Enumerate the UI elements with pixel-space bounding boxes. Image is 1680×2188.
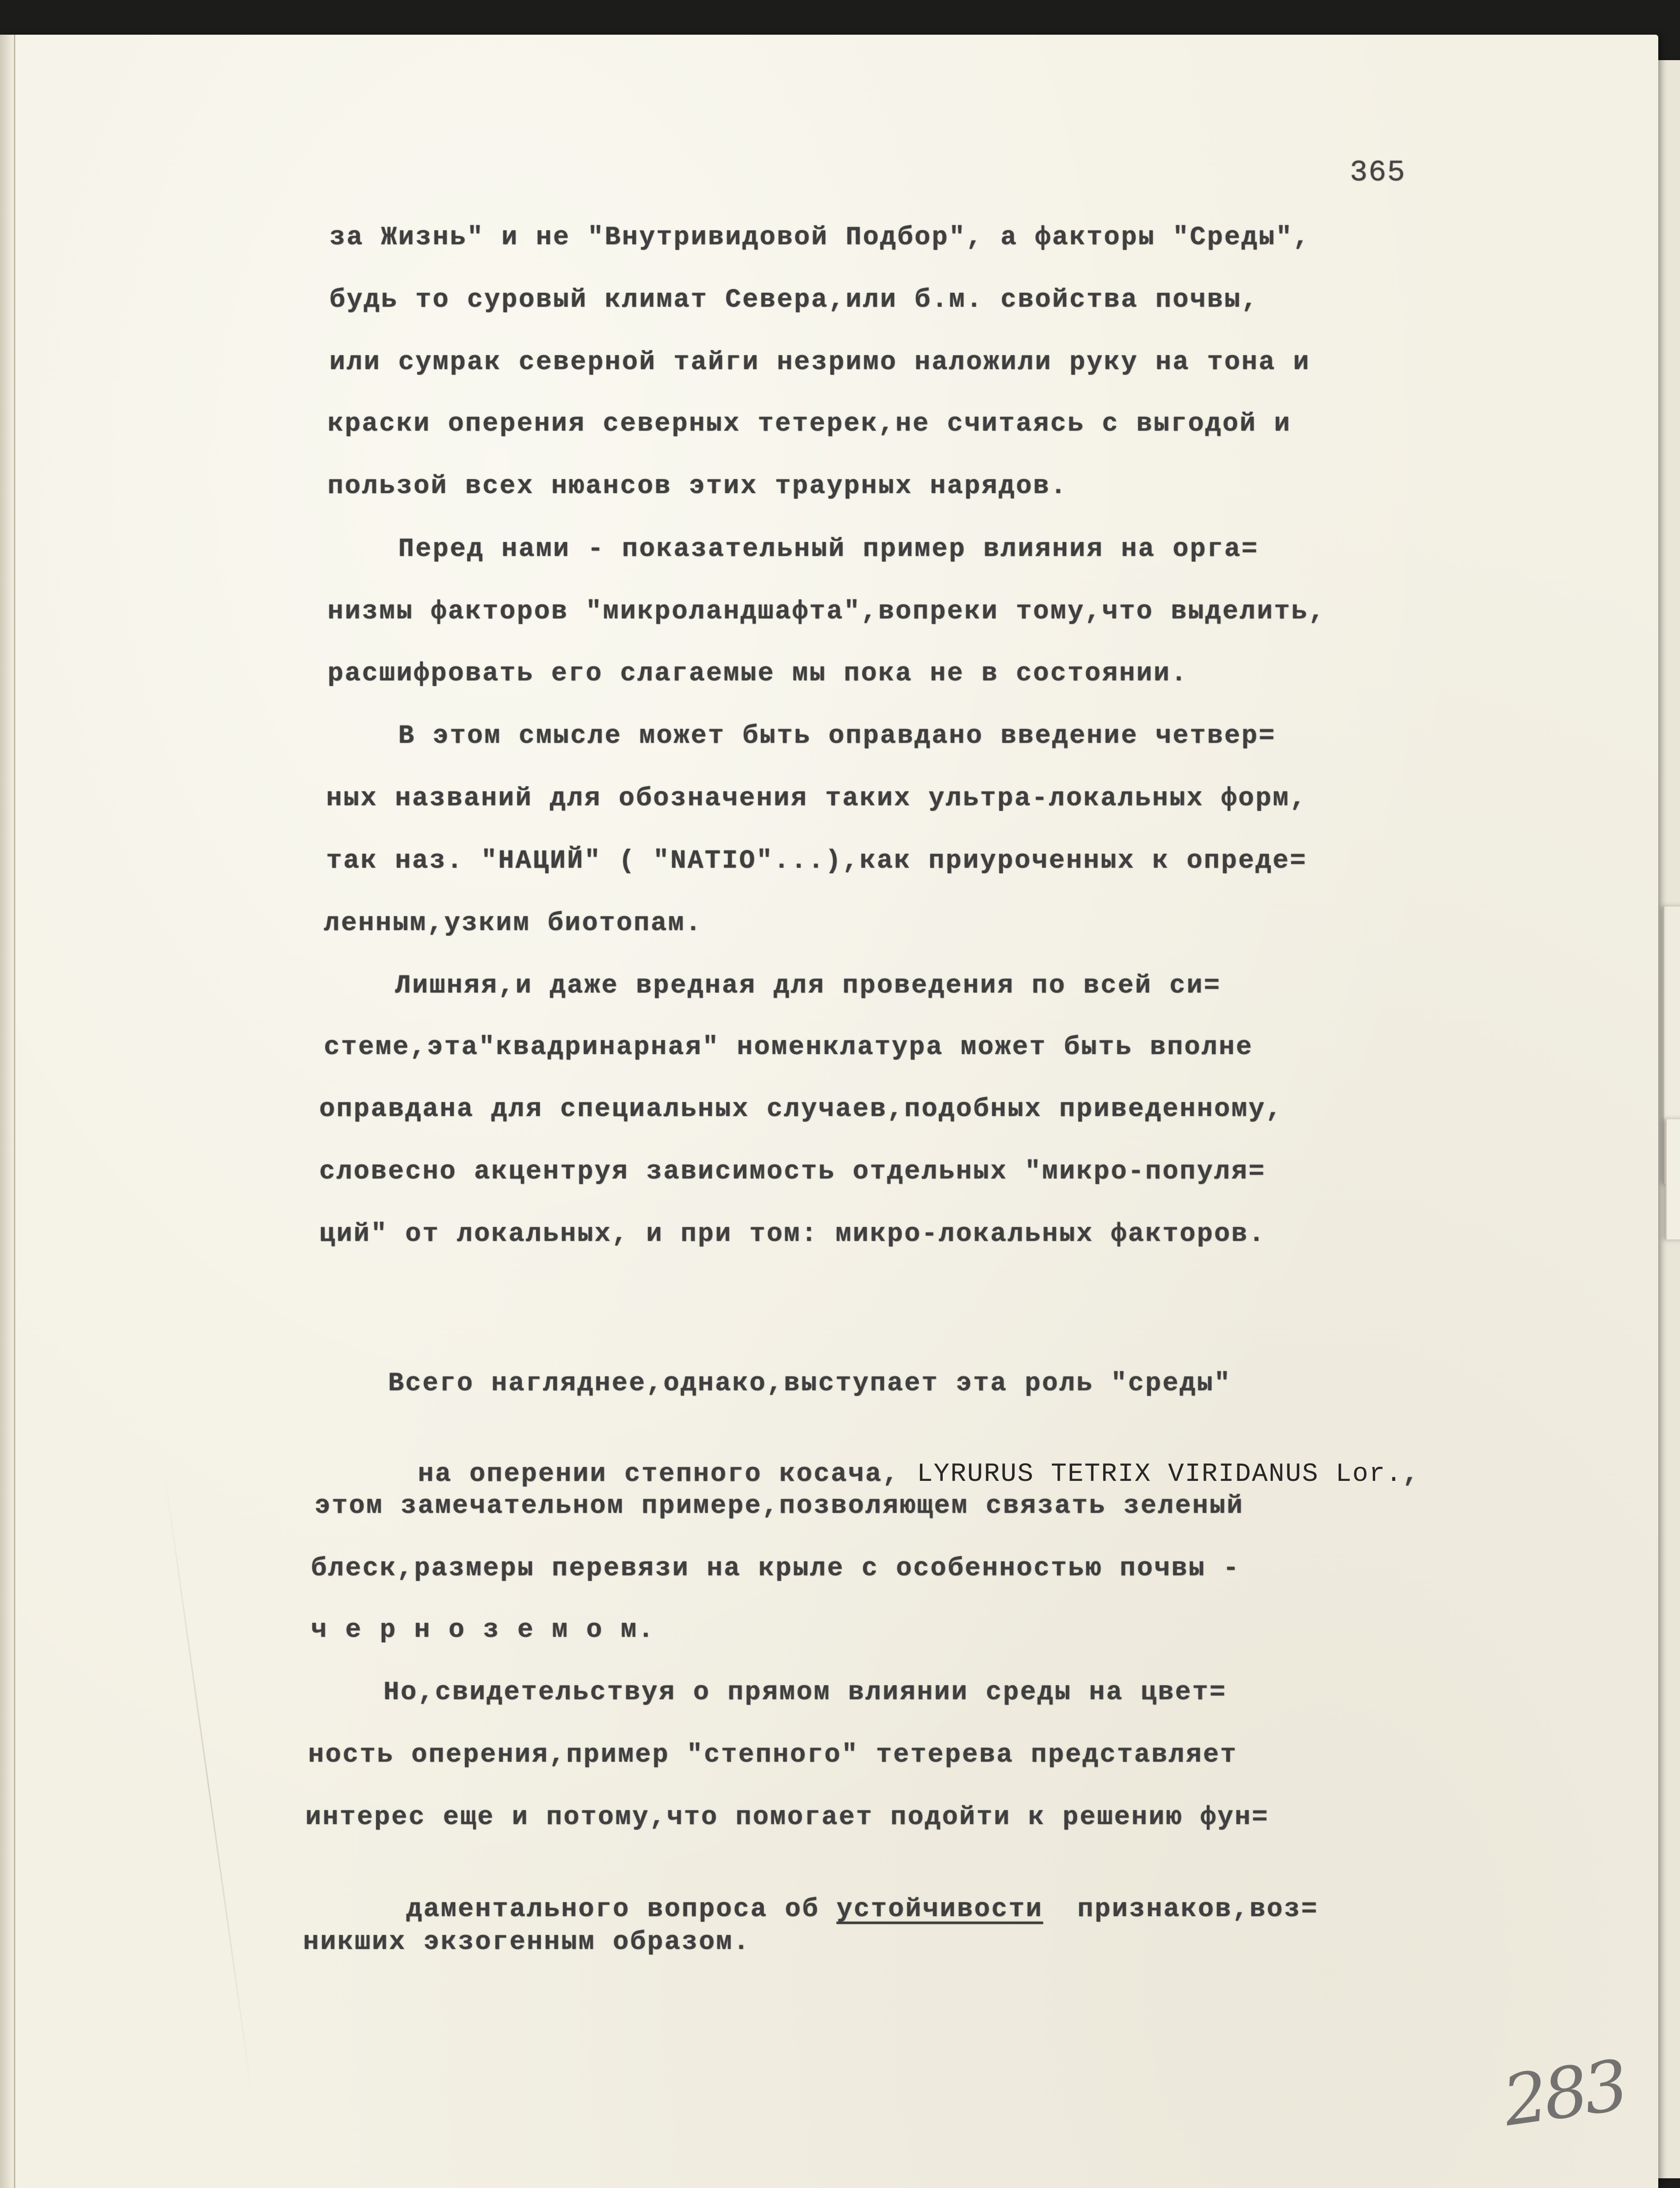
text-segment: , [1402, 1460, 1420, 1489]
page-number: 365 [1350, 156, 1406, 190]
text-line: Всего нагляднее,однако,выступает эта роль "среды" [319, 1369, 1231, 1399]
text-line: или сумрак северной тайги незримо наложили руку на тона и [329, 348, 1310, 377]
text-line: ных названий для обозначения таких ультра-локальных форм, [326, 784, 1307, 814]
text-line: низмы факторов "микроландшафта",вопреки тому,что выделить, [327, 597, 1326, 627]
paper-crease [162, 1459, 253, 2101]
text-line: никших экзогенным образом. [303, 1928, 751, 1957]
text-line: краски оперения северных тетерек,не считаясь с выгодой и [327, 409, 1291, 439]
text-line: ность оперения,пример "степного" тетерева представляет [308, 1740, 1238, 1770]
text-line: расшифровать его слагаемые мы пока не в состоянии. [327, 659, 1188, 689]
text-segment: даментального вопроса об [406, 1895, 820, 1924]
text-line: ций" от локальных, и при том: микро-локальных факторов. [319, 1220, 1266, 1249]
text-line: Перед нами - показательный пример влияния на орга= [329, 535, 1259, 564]
binding-edge [0, 35, 16, 2188]
underlined-word: устойчивости [836, 1895, 1043, 1924]
text-segment: на оперении степного косача, [418, 1460, 900, 1489]
text-line: блеск,размеры перевязи на крыле с особенностью почвы - [311, 1554, 1241, 1584]
text-line: ленным,узким биотопам. [324, 909, 703, 938]
text-line: словесно акцентруя зависимость отдельных "микро-популя= [319, 1157, 1266, 1187]
text-line: пользой всех нюансов этих траурных нарядов. [327, 472, 1068, 501]
text-line: будь то суровый климат Севера,или б.м. свойства почвы, [329, 285, 1259, 315]
binding-line [14, 35, 15, 2188]
text-line: В этом смысле может быть оправдано введение четвер= [329, 721, 1276, 751]
typewritten-page [0, 35, 1658, 2188]
text-line: оправдана для специальных случаев,подобных приведенному, [319, 1095, 1283, 1124]
species-name: LYRURUS TETRIX VIRIDANUS Lor. [917, 1460, 1403, 1489]
underlying-page-tab-small [1665, 1119, 1680, 1239]
text-line: за Жизнь" и не "Внутривидовой Подбор", а факторы "Среды", [329, 223, 1310, 253]
text-line: этом замечательном примере,позволяющем связать зеленый [315, 1492, 1244, 1521]
text-line: стеме,эта"квадринарная" номенклатура может быть вполне [324, 1033, 1254, 1062]
text-line: так наз. "НАЦИЙ" ( "NATIO"...),как приуроченных к опреде= [326, 846, 1307, 876]
text-line: интерес еще и потому,что помогает подойти к решению фун= [305, 1803, 1269, 1832]
text-segment: признаков,воз= [1077, 1895, 1319, 1924]
text-line: ч е р н о з е м о м. [311, 1615, 655, 1645]
handwritten-folio-number: 283 [1498, 2045, 1630, 2142]
text-line: Лишняя,и даже вредная для проведения по всей си= [326, 971, 1221, 1001]
text-line: Но,свидетельствуя о прямом влиянии среды на цвет= [315, 1678, 1227, 1707]
